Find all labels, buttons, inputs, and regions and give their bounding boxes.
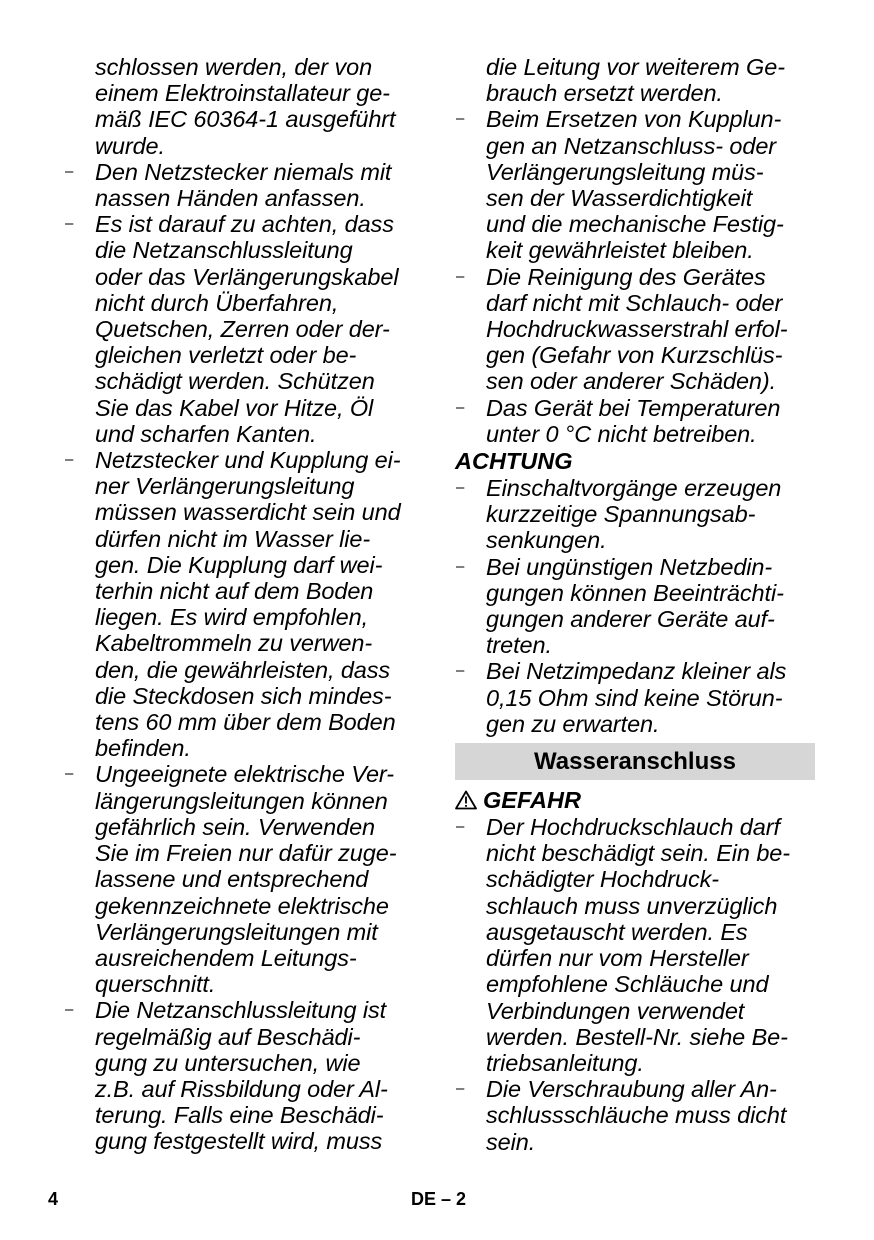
achtung-list xyxy=(455,475,815,737)
list-dash: – xyxy=(65,451,74,469)
text-line: querschnitt. xyxy=(95,971,216,998)
left-column xyxy=(64,54,424,1155)
list-dash: – xyxy=(456,398,465,416)
text-line: gekennzeichnete elektrische xyxy=(95,892,389,919)
text-line: Ungeeignete elektrische Ver- xyxy=(95,761,394,788)
section-title: Wasseranschluss xyxy=(455,743,815,780)
text-line: terung. Falls eine Beschädi- xyxy=(95,1102,384,1129)
text-line: dürfen nicht im Wasser lie- xyxy=(95,525,371,552)
text-line: die Leitung vor weiterem Ge- xyxy=(486,54,785,80)
list-dash: – xyxy=(456,110,465,128)
text-line: Der Hochdruckschlauch darf xyxy=(486,814,780,841)
text-line: und die mechanische Festig- xyxy=(486,211,784,238)
text-line: gleichen verletzt oder be- xyxy=(95,342,357,369)
text-line: keit gewährleistet bleiben. xyxy=(486,237,754,264)
list-dash: – xyxy=(456,479,465,497)
text-line: unter 0 °C nicht betreiben. xyxy=(486,420,757,447)
list-item xyxy=(455,554,815,659)
list-item xyxy=(455,395,815,447)
list-dash: – xyxy=(456,1080,465,1098)
list-dash: – xyxy=(456,818,465,836)
text-line: den, die gewährleisten, dass xyxy=(95,656,391,683)
text-line: z.B. auf Rissbildung oder Al- xyxy=(95,1075,388,1102)
text-line: befinden. xyxy=(95,735,191,762)
text-line: kurzzeitige Spannungsab- xyxy=(486,501,756,528)
text-line: dürfen nur vom Hersteller xyxy=(486,945,749,972)
list-item xyxy=(64,761,424,997)
page-number: 4 xyxy=(48,1189,59,1209)
text-line: oder das Verlängerungskabel xyxy=(95,263,399,290)
list-dash: – xyxy=(65,765,74,783)
list-item xyxy=(455,475,815,554)
list-item xyxy=(455,264,815,395)
text-line: gen zu erwarten. xyxy=(486,710,660,737)
list-dash: – xyxy=(456,557,465,575)
right-column xyxy=(455,54,815,1155)
text-line: nassen Händen anfassen. xyxy=(95,185,366,212)
gefahr-list xyxy=(455,814,815,1155)
gefahr-heading: GEFAHR xyxy=(483,787,581,814)
gefahr-heading-row xyxy=(455,786,815,814)
text-line: müssen wasserdicht sein und xyxy=(95,499,401,526)
text-line: Sie das Kabel vor Hitze, Öl xyxy=(95,394,374,421)
list-item xyxy=(64,159,424,211)
text-line: mäß IEC 60364-1 ausgeführt xyxy=(95,106,396,133)
text-line: werden. Bestell-Nr. siehe Be- xyxy=(486,1023,788,1050)
list-item xyxy=(455,54,815,106)
list-item xyxy=(64,447,424,761)
text-line: Beim Ersetzen von Kupplun- xyxy=(486,106,782,133)
text-line: sen der Wasserdichtigkeit xyxy=(486,185,753,212)
text-line: Es ist darauf zu achten, dass xyxy=(95,211,394,238)
text-line: lassene und entsprechend xyxy=(95,866,369,893)
text-line: schädigter Hochdruck- xyxy=(486,866,720,893)
text-line: Bei Netzimpedanz kleiner als xyxy=(486,658,787,685)
text-line: Sie im Freien nur dafür zuge- xyxy=(95,840,397,867)
text-line: Verlängerungsleitung müs- xyxy=(486,158,764,185)
text-line: gung zu untersuchen, wie xyxy=(95,1049,361,1076)
text-line: schlossen werden, der von xyxy=(95,54,373,80)
text-line: Den Netzstecker niemals mit xyxy=(95,158,392,185)
text-line: schädigt werden. Schützen xyxy=(95,368,375,395)
list-dash: – xyxy=(65,215,74,233)
text-line: Bei ungünstigen Netzbedin- xyxy=(486,553,773,580)
text-line: Kabeltrommeln zu verwen- xyxy=(95,630,373,657)
text-line: nicht beschädigt sein. Ein be- xyxy=(486,840,790,867)
text-line: einem Elektroinstallateur ge- xyxy=(95,80,390,107)
text-line: Die Verschraubung aller An- xyxy=(486,1076,777,1103)
text-line: sen oder anderer Schäden). xyxy=(486,368,777,395)
text-line: die Netzanschlussleitung xyxy=(95,237,353,264)
list-item xyxy=(455,106,815,263)
text-line: gungen anderer Geräte auf- xyxy=(486,606,775,633)
list-item xyxy=(455,1076,815,1155)
list-dash: – xyxy=(456,267,465,285)
text-line: ner Verlängerungsleitung xyxy=(95,473,355,500)
page-reference: DE – 2 xyxy=(411,1189,467,1209)
text-line: regelmäßig auf Beschädi- xyxy=(95,1023,361,1050)
text-line: schlauch muss unverzüglich xyxy=(486,892,778,919)
text-line: gen (Gefahr von Kurzschlüs- xyxy=(486,342,783,369)
text-line: und scharfen Kanten. xyxy=(95,420,317,447)
text-line: wurde. xyxy=(95,132,165,159)
text-line: Verbindungen verwendet xyxy=(486,997,745,1024)
text-line: treten. xyxy=(486,632,552,659)
list-item xyxy=(64,54,424,159)
warning-triangle-icon xyxy=(455,790,477,810)
text-line: gungen können Beeinträchti- xyxy=(486,579,784,606)
list-dash: – xyxy=(456,662,465,680)
text-line: Das Gerät bei Temperaturen xyxy=(486,394,781,421)
text-line: Die Netzanschlussleitung ist xyxy=(95,997,387,1024)
text-line: liegen. Es wird empfohlen, xyxy=(95,604,369,631)
text-line: längerungsleitungen können xyxy=(95,787,388,814)
list-item xyxy=(64,211,424,447)
text-line: Netzstecker und Kupplung ei- xyxy=(95,447,401,474)
list-dash: – xyxy=(65,162,74,180)
text-line: triebsanleitung. xyxy=(486,1049,644,1076)
list-item xyxy=(455,814,815,1076)
text-line: ausreichendem Leitungs- xyxy=(95,944,357,971)
list-dash: – xyxy=(65,1001,74,1019)
text-line: brauch ersetzt werden. xyxy=(486,80,723,107)
list-item xyxy=(64,997,424,1154)
text-line: gen an Netzanschluss- oder xyxy=(486,132,777,159)
text-line: darf nicht mit Schlauch- oder xyxy=(486,289,783,316)
text-line: sein. xyxy=(486,1128,536,1155)
text-line: Quetschen, Zerren oder der- xyxy=(95,316,390,343)
right-top-list xyxy=(455,54,815,447)
text-line: die Steckdosen sich mindes- xyxy=(95,682,392,709)
text-line: nicht durch Überfahren, xyxy=(95,289,339,316)
list-item xyxy=(455,658,815,737)
achtung-heading: ACHTUNG xyxy=(455,448,573,475)
text-line: terhin nicht auf dem Boden xyxy=(95,578,374,605)
text-line: ausgetauscht werden. Es xyxy=(486,918,748,945)
text-line: Einschaltvorgänge erzeugen xyxy=(486,475,782,502)
text-line: gen. Die Kupplung darf wei- xyxy=(95,551,383,578)
text-line: empfohlene Schläuche und xyxy=(486,971,769,998)
text-line: Hochdruckwasserstrahl erfol- xyxy=(486,316,788,343)
text-line: tens 60 mm über dem Boden xyxy=(95,709,396,736)
text-line: gefährlich sein. Verwenden xyxy=(95,813,376,840)
text-line: 0,15 Ohm sind keine Störun- xyxy=(486,684,783,711)
text-line: Verlängerungsleitungen mit xyxy=(95,918,378,945)
text-line: senkungen. xyxy=(486,527,607,554)
text-line: Die Reinigung des Gerätes xyxy=(486,263,766,290)
text-line: schlussschläuche muss dicht xyxy=(486,1102,787,1129)
text-line: gung festgestellt wird, muss xyxy=(95,1128,383,1155)
